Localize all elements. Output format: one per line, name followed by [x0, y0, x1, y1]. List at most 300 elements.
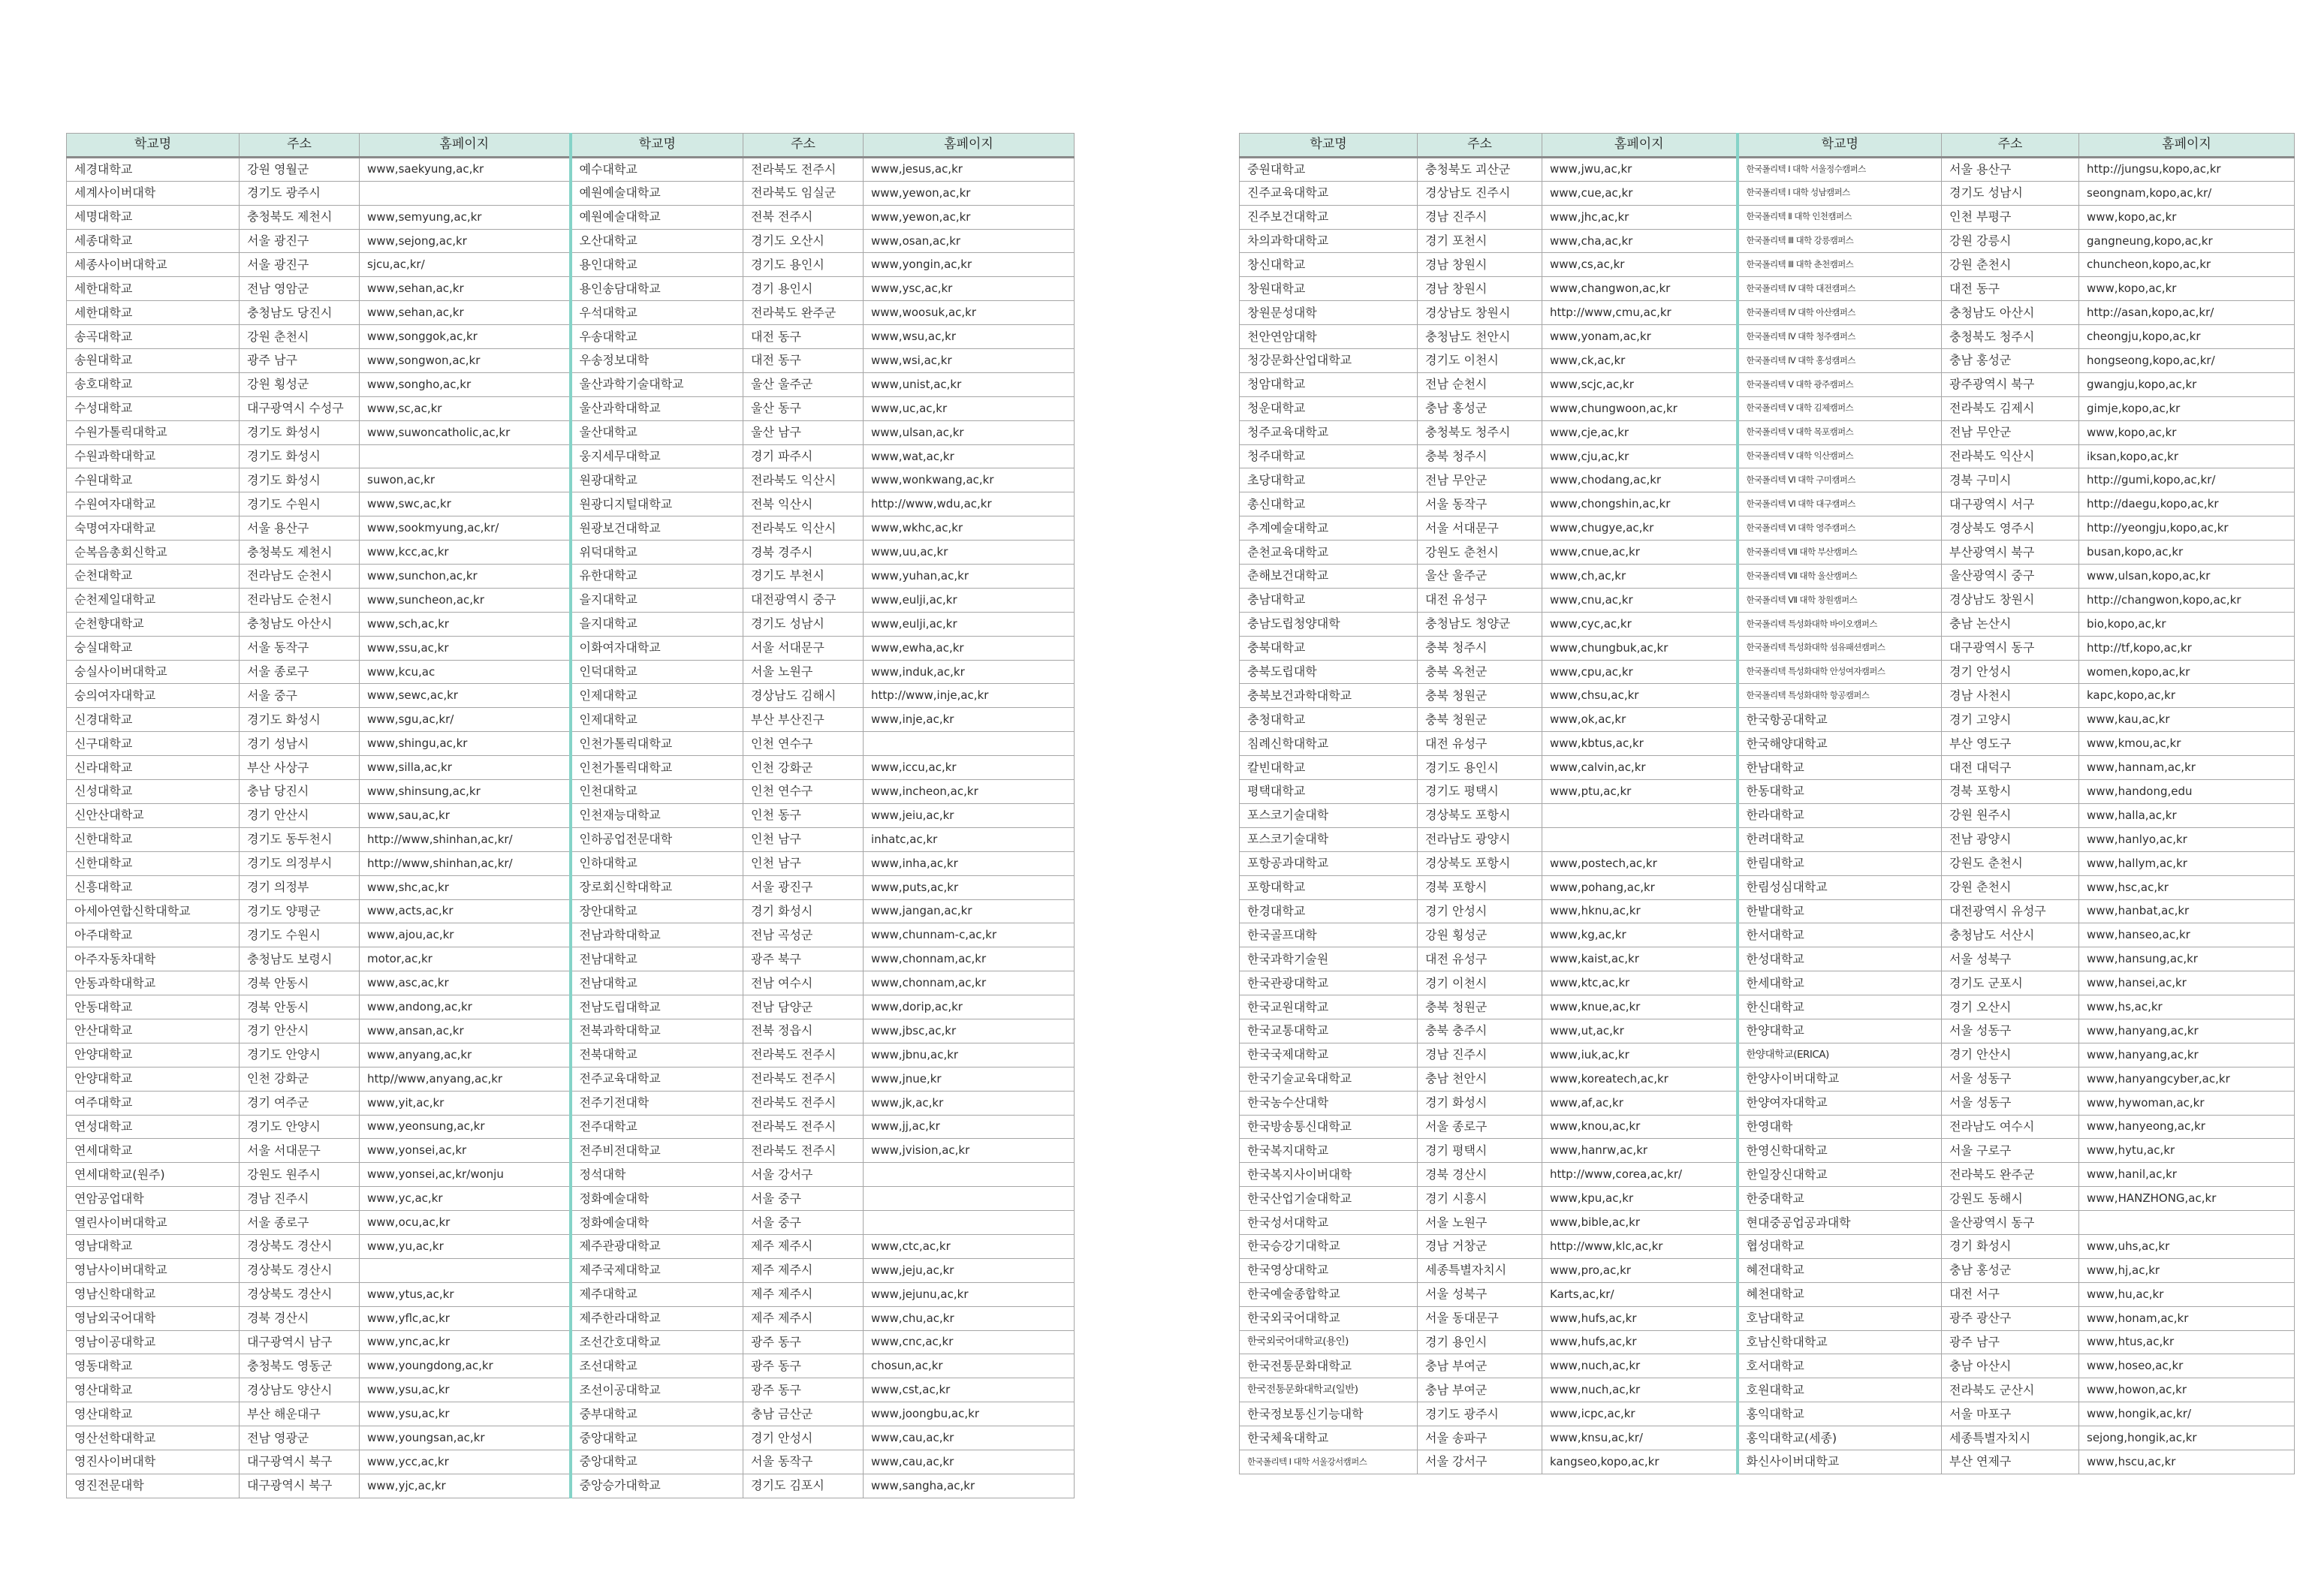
homepage-cell: www,chonnam,ac,kr	[864, 947, 1075, 971]
address-cell: 전라북도 전주시	[743, 1115, 864, 1139]
school-name-cell: 혜전대학교	[1738, 1258, 1942, 1282]
address-cell: 부산 연제구	[1942, 1450, 2079, 1474]
address-cell: 경북 경산시	[240, 1306, 360, 1330]
address-cell: 서울 강서구	[1418, 1450, 1542, 1474]
school-name-cell: 한양사이버대학교	[1738, 1067, 1942, 1091]
school-name-cell: 한신대학교	[1738, 995, 1942, 1019]
school-name-cell: 전남도립대학교	[571, 995, 743, 1019]
address-cell: 대전 유성구	[1418, 732, 1542, 756]
homepage-cell: www,ktc,ac,kr	[1542, 971, 1738, 995]
table-row	[67, 1043, 1075, 1067]
school-name-cell: 안산대학교	[67, 1019, 240, 1043]
address-cell: 전북 전주시	[743, 205, 864, 229]
homepage-cell: www,kcc,ac,kr	[360, 541, 571, 565]
table-row	[1240, 899, 2295, 923]
table-row	[1240, 827, 2295, 851]
address-cell: 강원 춘천시	[1942, 253, 2079, 277]
homepage-cell: www,ulsan,ac,kr	[864, 420, 1075, 444]
homepage-cell: www,chungwoon,ac,kr	[1542, 396, 1738, 420]
school-name-cell: 초당대학교	[1240, 468, 1418, 492]
homepage-cell: www,postech,ac,kr	[1542, 851, 1738, 875]
homepage-cell: www,hanseo,ac,kr	[2079, 923, 2295, 947]
homepage-cell: www,jvision,ac,kr	[864, 1139, 1075, 1163]
homepage-cell: www,ync,ac,kr	[360, 1330, 571, 1354]
school-name-cell: 영산대학교	[67, 1402, 240, 1426]
school-name-cell: 전남과학대학교	[571, 923, 743, 947]
address-cell: 경기도 화성시	[240, 444, 360, 468]
school-name-cell: 한국폴리텍 Ⅴ 대학 김제캠퍼스	[1738, 396, 1942, 420]
left-table-body	[67, 157, 1075, 1498]
address-cell: 대구광역시 남구	[240, 1330, 360, 1354]
table-row	[1240, 588, 2295, 612]
homepage-cell: www,silla,ac,kr	[360, 756, 571, 780]
address-cell: 경기도 군포시	[1942, 971, 2079, 995]
address-cell: 제주 제주시	[743, 1282, 864, 1306]
school-name-cell: 호서대학교	[1738, 1354, 1942, 1378]
homepage-cell: www,yonsei,ac,kr	[360, 1139, 571, 1163]
address-cell: 경상남도 창원시	[1418, 301, 1542, 325]
homepage-cell: www,hansei,ac,kr	[2079, 971, 2295, 995]
table-row	[1240, 1234, 2295, 1258]
address-cell: 인천 연수구	[743, 780, 864, 804]
school-name-cell: 중앙대학교	[571, 1450, 743, 1474]
address-cell: 경상남도 양산시	[240, 1378, 360, 1402]
school-name-cell: 천안연암대학	[1240, 325, 1418, 349]
address-cell: 경북 포항시	[1418, 875, 1542, 899]
table-row	[1240, 1163, 2295, 1187]
table-row	[67, 899, 1075, 923]
homepage-cell: www,puts,ac,kr	[864, 875, 1075, 899]
school-name-cell: 신흥대학교	[67, 875, 240, 899]
school-name-cell: 웅지세무대학교	[571, 444, 743, 468]
table-row	[1240, 492, 2295, 516]
homepage-cell: seongnam,kopo,ac,kr/	[2079, 181, 2295, 205]
table-row	[67, 349, 1075, 373]
school-name-cell: 한국폴리텍 Ⅴ 대학 목포캠퍼스	[1738, 420, 1942, 444]
address-cell: 전라남도 순천시	[240, 588, 360, 612]
address-cell: 전남 담양군	[743, 995, 864, 1019]
homepage-cell: www,uu,ac,kr	[864, 541, 1075, 565]
school-name-cell: 한려대학교	[1738, 827, 1942, 851]
homepage-cell: www,ck,ac,kr	[1542, 349, 1738, 373]
homepage-cell: www,hannam,ac,kr	[2079, 756, 2295, 780]
table-row	[1240, 301, 2295, 325]
homepage-cell: www,hscu,ac,kr	[2079, 1450, 2295, 1474]
address-cell: 전라북도 익산시	[1942, 444, 2079, 468]
table-row	[67, 565, 1075, 589]
address-cell: 충청남도 서산시	[1942, 923, 2079, 947]
address-cell: 경기 용인시	[1418, 1330, 1542, 1354]
table-row	[67, 947, 1075, 971]
school-name-cell: 전주기전대학	[571, 1091, 743, 1115]
school-name-cell: 오산대학교	[571, 229, 743, 253]
address-cell: 광주 동구	[743, 1330, 864, 1354]
school-name-cell: 한국폴리텍 Ⅳ 대학 청주캠퍼스	[1738, 325, 1942, 349]
school-name-cell: 한양여자대학교	[1738, 1091, 1942, 1115]
address-cell: 경기 포천시	[1418, 229, 1542, 253]
table-row	[67, 468, 1075, 492]
school-name-cell: 연세대학교(원주)	[67, 1163, 240, 1187]
homepage-cell	[864, 1187, 1075, 1211]
address-cell: 전라북도 익산시	[743, 468, 864, 492]
school-name-cell: 전북대학교	[571, 1043, 743, 1067]
school-name-cell: 순천제일대학교	[67, 588, 240, 612]
table-row	[1240, 636, 2295, 660]
school-name-cell: 영남이공대학교	[67, 1330, 240, 1354]
school-name-cell: 창신대학교	[1240, 253, 1418, 277]
school-name-cell: 송호대학교	[67, 372, 240, 396]
address-cell: 대전 서구	[1942, 1282, 2079, 1306]
school-name-cell: 안동대학교	[67, 995, 240, 1019]
school-name-cell: 한국폴리텍 Ⅶ 대학 부산캠퍼스	[1738, 541, 1942, 565]
homepage-cell	[1542, 803, 1738, 827]
address-cell: 충청남도 아산시	[1942, 301, 2079, 325]
school-name-cell: 세계사이버대학	[67, 181, 240, 205]
school-name-cell: 한국체육대학교	[1240, 1426, 1418, 1450]
school-name-cell: 예원예술대학교	[571, 205, 743, 229]
homepage-cell: www,yonsei,ac,kr/wonju	[360, 1163, 571, 1187]
school-name-cell: 한남대학교	[1738, 756, 1942, 780]
address-cell: 경기도 용인시	[1418, 756, 1542, 780]
homepage-cell: www,songwon,ac,kr	[360, 349, 571, 373]
address-cell: 충남 홍성군	[1942, 349, 2079, 373]
school-name-cell: 한국폴리텍 Ⅳ 대학 홍성캠퍼스	[1738, 349, 1942, 373]
school-name-cell: 조선간호대학교	[571, 1330, 743, 1354]
address-cell: 대구광역시 동구	[1942, 636, 2079, 660]
homepage-cell: www,semyung,ac,kr	[360, 205, 571, 229]
school-name-cell: 호남대학교	[1738, 1306, 1942, 1330]
homepage-cell: www,ysc,ac,kr	[864, 277, 1075, 301]
address-cell: 광주 남구	[240, 349, 360, 373]
homepage-cell: www,chugye,ac,kr	[1542, 516, 1738, 541]
table-row	[67, 1211, 1075, 1235]
homepage-cell: www,kcu,ac	[360, 660, 571, 684]
homepage-cell: www,kg,ac,kr	[1542, 923, 1738, 947]
address-cell: 경북 포항시	[1942, 780, 2079, 804]
address-cell: 전남 순천시	[1418, 372, 1542, 396]
homepage-cell: http://gumi,kopo,ac,kr/	[2079, 468, 2295, 492]
table-row	[67, 181, 1075, 205]
school-name-cell: 창원문성대학	[1240, 301, 1418, 325]
address-cell: 서울 마포구	[1942, 1402, 2079, 1426]
homepage-cell: www,yonam,ac,kr	[1542, 325, 1738, 349]
homepage-cell: chuncheon,kopo,ac,kr	[2079, 253, 2295, 277]
school-name-cell: 안동과학대학교	[67, 971, 240, 995]
homepage-cell: www,jeiu,ac,kr	[864, 803, 1075, 827]
address-cell: 서울 서대문구	[743, 636, 864, 660]
address-cell: 경남 진주시	[240, 1187, 360, 1211]
address-cell: 경상남도 김해시	[743, 684, 864, 708]
homepage-cell: www,dorip,ac,kr	[864, 995, 1075, 1019]
school-name-cell: 홍익대학교(세종)	[1738, 1426, 1942, 1450]
homepage-cell: www,calvin,ac,kr	[1542, 756, 1738, 780]
homepage-cell: www,hanyangcyber,ac,kr	[2079, 1067, 2295, 1091]
homepage-cell: www,andong,ac,kr	[360, 995, 571, 1019]
homepage-cell: www,knou,ac,kr	[1542, 1115, 1738, 1139]
address-cell: 경기 성남시	[240, 732, 360, 756]
school-name-cell: 한국승강기대학교	[1240, 1234, 1418, 1258]
address-cell: 대전 동구	[1942, 277, 2079, 301]
address-cell: 경남 진주시	[1418, 1043, 1542, 1067]
address-cell: 충북 충주시	[1418, 1019, 1542, 1043]
school-name-cell: 칼빈대학교	[1240, 756, 1418, 780]
homepage-cell	[864, 732, 1075, 756]
table-row	[1240, 396, 2295, 420]
address-cell: 전남 영광군	[240, 1426, 360, 1450]
homepage-cell: www,wonkwang,ac,kr	[864, 468, 1075, 492]
address-cell: 충청남도 아산시	[240, 612, 360, 636]
school-name-cell: 한국항공대학교	[1738, 708, 1942, 732]
homepage-cell: busan,kopo,ac,kr	[2079, 541, 2295, 565]
school-name-cell: 한국폴리텍 Ⅴ 대학 광주캠퍼스	[1738, 372, 1942, 396]
address-cell: 전라북도 전주시	[743, 157, 864, 181]
homepage-cell	[360, 444, 571, 468]
school-name-cell: 수성대학교	[67, 396, 240, 420]
homepage-cell: www,joongbu,ac,kr	[864, 1402, 1075, 1426]
address-cell: 경기 용인시	[743, 277, 864, 301]
address-cell: 서울 동대문구	[1418, 1306, 1542, 1330]
address-cell: 전남 여수시	[743, 971, 864, 995]
homepage-cell: www,chu,ac,kr	[864, 1306, 1075, 1330]
homepage-cell: http://tf,kopo,ac,kr	[2079, 636, 2295, 660]
address-cell: 충북 청주시	[1418, 636, 1542, 660]
address-cell: 경북 구미시	[1942, 468, 2079, 492]
school-name-cell: 전남대학교	[571, 971, 743, 995]
address-cell: 경기도 광주시	[240, 181, 360, 205]
school-name-cell: 신경대학교	[67, 708, 240, 732]
school-name-cell: 전주대학교	[571, 1115, 743, 1139]
homepage-cell: www,hj,ac,kr	[2079, 1258, 2295, 1282]
table-row	[1240, 660, 2295, 684]
homepage-cell: www,pro,ac,kr	[1542, 1258, 1738, 1282]
address-cell: 충청북도 영동군	[240, 1354, 360, 1378]
homepage-cell: www,shc,ac,kr	[360, 875, 571, 899]
school-name-cell: 용인송담대학교	[571, 277, 743, 301]
school-name-cell: 현대중공업공과대학	[1738, 1211, 1942, 1235]
address-cell: 충남 홍성군	[1942, 1258, 2079, 1282]
school-name-cell: 신성대학교	[67, 780, 240, 804]
address-cell: 광주광역시 북구	[1942, 372, 2079, 396]
homepage-cell: www,ocu,ac,kr	[360, 1211, 571, 1235]
column-header-address: 주소	[1418, 134, 1542, 158]
address-cell: 경기 이천시	[1418, 971, 1542, 995]
homepage-cell: www,ycc,ac,kr	[360, 1450, 571, 1474]
address-cell: 인천 남구	[743, 851, 864, 875]
address-cell: 서울 서대문구	[240, 1139, 360, 1163]
address-cell: 서울 성동구	[1942, 1067, 2079, 1091]
homepage-cell: www,cs,ac,kr	[1542, 253, 1738, 277]
table-row	[67, 444, 1075, 468]
school-name-cell: 차의과학대학교	[1240, 229, 1418, 253]
address-cell: 울산 동구	[743, 396, 864, 420]
address-cell: 세종특별자치시	[1942, 1426, 2079, 1450]
address-cell: 부산 영도구	[1942, 732, 2079, 756]
table-row	[67, 803, 1075, 827]
column-header-school-name: 학교명	[1738, 134, 1942, 158]
table-row	[67, 1139, 1075, 1163]
table-row	[67, 1163, 1075, 1187]
address-cell: 경기 안산시	[240, 1019, 360, 1043]
homepage-cell: www,kopo,ac,kr	[2079, 420, 2295, 444]
homepage-cell: www,hanyeong,ac,kr	[2079, 1115, 2295, 1139]
homepage-cell: www,pohang,ac,kr	[1542, 875, 1738, 899]
school-name-cell: 중부대학교	[571, 1402, 743, 1426]
school-name-cell: 한림대학교	[1738, 851, 1942, 875]
address-cell: 전라북도 김제시	[1942, 396, 2079, 420]
school-name-cell: 인제대학교	[571, 684, 743, 708]
table-row	[1240, 732, 2295, 756]
school-name-cell: 한서대학교	[1738, 923, 1942, 947]
school-name-cell: 숭실사이버대학교	[67, 660, 240, 684]
table-row	[67, 708, 1075, 732]
address-cell: 전라남도 여수시	[1942, 1115, 2079, 1139]
school-name-cell: 화신사이버대학교	[1738, 1450, 1942, 1474]
school-name-cell: 춘천교육대학교	[1240, 541, 1418, 565]
homepage-cell: www,koreatech,ac,kr	[1542, 1067, 1738, 1091]
homepage-cell: www,iuk,ac,kr	[1542, 1043, 1738, 1067]
homepage-cell: www,knsu,ac,kr/	[1542, 1426, 1738, 1450]
address-cell: 광주 동구	[743, 1354, 864, 1378]
address-cell: 제주 제주시	[743, 1306, 864, 1330]
table-row	[67, 971, 1075, 995]
address-cell: 서울 중구	[743, 1187, 864, 1211]
address-cell: 경기 안성시	[1418, 899, 1542, 923]
address-cell: 경기도 화성시	[240, 420, 360, 444]
school-name-cell: 정화예술대학	[571, 1187, 743, 1211]
school-name-cell: 충남대학교	[1240, 588, 1418, 612]
table-row	[67, 1258, 1075, 1282]
address-cell: 서울 구로구	[1942, 1139, 2079, 1163]
homepage-cell: www,ptu,ac,kr	[1542, 780, 1738, 804]
address-cell: 경기 파주시	[743, 444, 864, 468]
homepage-cell: www,shinsung,ac,kr	[360, 780, 571, 804]
school-name-cell: 순천대학교	[67, 565, 240, 589]
address-cell: 대전 동구	[743, 349, 864, 373]
homepage-cell: www,icpc,ac,kr	[1542, 1402, 1738, 1426]
address-cell: 광주 북구	[743, 947, 864, 971]
address-cell: 서울 동작구	[240, 636, 360, 660]
school-name-cell: 한국기술교육대학교	[1240, 1067, 1418, 1091]
homepage-cell: www,scjc,ac,kr	[1542, 372, 1738, 396]
homepage-cell: www,hanrw,ac,kr	[1542, 1139, 1738, 1163]
address-cell: 전라북도 임실군	[743, 181, 864, 205]
homepage-cell: http://daegu,kopo,ac,kr	[2079, 492, 2295, 516]
school-name-cell: 원광디지털대학교	[571, 492, 743, 516]
table-row	[1240, 181, 2295, 205]
address-cell: 강원도 동해시	[1942, 1187, 2079, 1211]
table-row	[1240, 947, 2295, 971]
table-row	[1240, 851, 2295, 875]
table-row	[1240, 349, 2295, 373]
table-row	[67, 684, 1075, 708]
school-name-cell: 중앙대학교	[571, 1426, 743, 1450]
address-cell: 충청북도 제천시	[240, 205, 360, 229]
school-name-cell: 인하공업전문대학	[571, 827, 743, 851]
homepage-cell: www,shingu,ac,kr	[360, 732, 571, 756]
homepage-cell: http://yeongju,kopo,ac,kr	[2079, 516, 2295, 541]
address-cell: 서울 중구	[743, 1211, 864, 1235]
homepage-cell: www,jnue,kr	[864, 1067, 1075, 1091]
homepage-cell: www,ok,ac,kr	[1542, 708, 1738, 732]
school-name-cell: 영남신학대학교	[67, 1282, 240, 1306]
address-cell: 대전 동구	[743, 325, 864, 349]
homepage-cell: www,sgu,ac,kr/	[360, 708, 571, 732]
table-row	[1240, 1354, 2295, 1378]
table-row	[1240, 205, 2295, 229]
address-cell: 충청남도 당진시	[240, 301, 360, 325]
homepage-cell: cheongju,kopo,ac,kr	[2079, 325, 2295, 349]
homepage-cell: www,sehan,ac,kr	[360, 277, 571, 301]
table-row	[67, 995, 1075, 1019]
table-row	[1240, 803, 2295, 827]
school-name-cell: 신구대학교	[67, 732, 240, 756]
homepage-cell: Karts,ac,kr/	[1542, 1282, 1738, 1306]
address-cell: 경기 화성시	[743, 899, 864, 923]
school-name-cell: 조선이공대학교	[571, 1378, 743, 1402]
table-row	[1240, 516, 2295, 541]
table-row	[1240, 875, 2295, 899]
address-cell: 경기 화성시	[1418, 1091, 1542, 1115]
school-name-cell: 원광대학교	[571, 468, 743, 492]
address-cell: 충청북도 청주시	[1942, 325, 2079, 349]
table-row	[1240, 372, 2295, 396]
school-name-cell: 제주국제대학교	[571, 1258, 743, 1282]
address-cell: 강원도 춘천시	[1418, 541, 1542, 565]
table-row	[1240, 1211, 2295, 1235]
homepage-cell: www,kaist,ac,kr	[1542, 947, 1738, 971]
table-row	[1240, 923, 2295, 947]
address-cell: 울산광역시 중구	[1942, 565, 2079, 589]
homepage-cell: www,cnu,ac,kr	[1542, 588, 1738, 612]
address-cell: 인천 강화군	[240, 1067, 360, 1091]
homepage-cell: www,ewha,ac,kr	[864, 636, 1075, 660]
address-cell: 인천 부평구	[1942, 205, 2079, 229]
table-row	[67, 588, 1075, 612]
homepage-cell: www,hoseo,ac,kr	[2079, 1354, 2295, 1378]
address-cell: 경기도 수원시	[240, 492, 360, 516]
school-name-cell: 영진사이버대학	[67, 1450, 240, 1474]
school-name-cell: 한국폴리텍 Ⅶ 대학 울산캠퍼스	[1738, 565, 1942, 589]
address-cell: 경기도 이천시	[1418, 349, 1542, 373]
school-name-cell: 영남사이버대학교	[67, 1258, 240, 1282]
homepage-cell: www,yit,ac,kr	[360, 1091, 571, 1115]
homepage-cell: www,songho,ac,kr	[360, 372, 571, 396]
school-name-cell: 호남신학대학교	[1738, 1330, 1942, 1354]
homepage-cell: www,unist,ac,kr	[864, 372, 1075, 396]
school-name-cell: 인제대학교	[571, 708, 743, 732]
table-row	[67, 732, 1075, 756]
table-row	[67, 277, 1075, 301]
homepage-cell	[360, 181, 571, 205]
school-name-cell: 한국외국어대학교(용인)	[1240, 1330, 1418, 1354]
school-name-cell: 장안대학교	[571, 899, 743, 923]
school-name-cell: 한밭대학교	[1738, 899, 1942, 923]
school-name-cell: 한국농수산대학	[1240, 1091, 1418, 1115]
address-cell: 경기도 성남시	[743, 612, 864, 636]
homepage-cell: www,chonnam,ac,kr	[864, 971, 1075, 995]
address-cell: 경상남도 진주시	[1418, 181, 1542, 205]
school-name-cell: 수원과학대학교	[67, 444, 240, 468]
school-name-cell: 청강문화산업대학교	[1240, 349, 1418, 373]
address-cell: 경기도 화성시	[240, 708, 360, 732]
school-name-cell: 한양대학교	[1738, 1019, 1942, 1043]
school-name-cell: 울산과학기술대학교	[571, 372, 743, 396]
address-cell: 부산 해운대구	[240, 1402, 360, 1426]
school-name-cell: 숙명여자대학교	[67, 516, 240, 541]
homepage-cell: www,yewon,ac,kr	[864, 181, 1075, 205]
table-row	[67, 875, 1075, 899]
address-cell: 경기도 평택시	[1418, 780, 1542, 804]
